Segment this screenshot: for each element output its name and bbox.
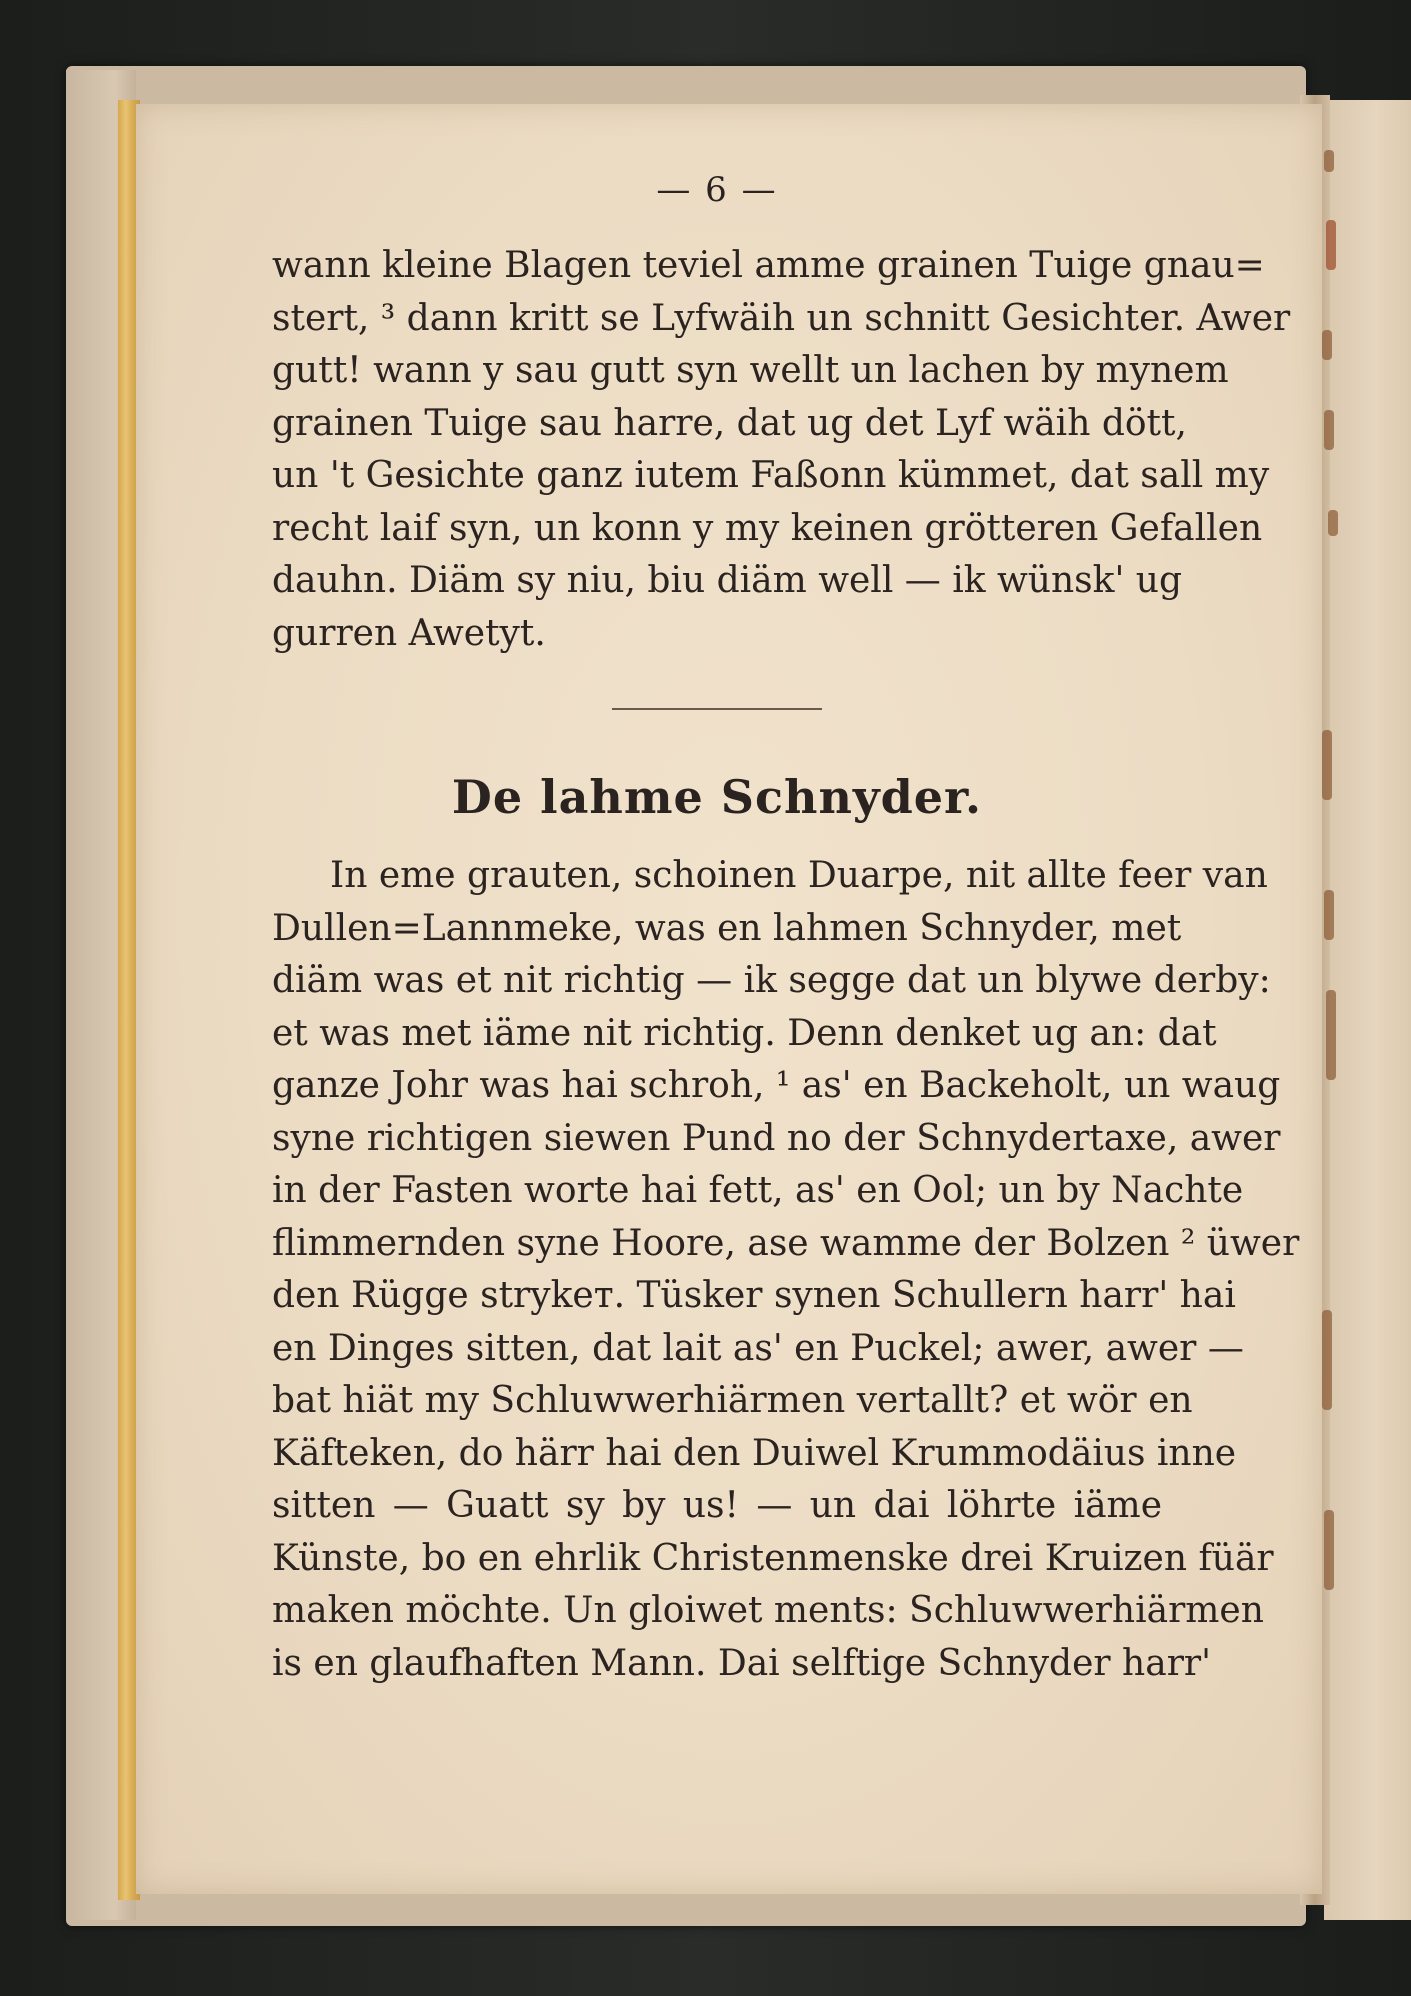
section-divider xyxy=(612,708,822,710)
text-line: syne richtigen siewen Pund no der Schnydertaxe, awer xyxy=(272,1117,1281,1159)
text-line: un 't Gesichte ganz iutem Faßonn kümmet, dat sall my xyxy=(272,455,1270,496)
text-line: is en glaufhaften Mann. Dai selftige Schnyder harr' xyxy=(272,1642,1212,1684)
text-line: bat hiät my Schluwwerhiärmen vertallt? et wör en xyxy=(272,1380,1193,1421)
text-line: wann kleine Blagen teviel amme grainen Tuige gnau= xyxy=(272,245,1265,286)
text-line: sitten — Guatt sy by us! — un dai löhrte iäme xyxy=(272,1485,1162,1526)
text-line: recht laif syn, un konn y my keinen grötteren Gefallen xyxy=(272,507,1263,549)
text-line: Käftеken, do härr hai den Duiwel Krummodäius inne xyxy=(272,1432,1237,1474)
text-line: gutt! wann y sau gutt syn wellt un lachen by mynem xyxy=(272,350,1229,391)
text-line: diäm was et nit richtig — ik segge dat un blywe derby: xyxy=(272,960,1271,1001)
page-number: — 6 — xyxy=(656,170,778,210)
text-line: maken möchte. Un gloiwet ments: Schluwwerhiärmen xyxy=(272,1590,1264,1631)
text-line: grainen Tuige sau harre, dat ug det Lyf wäih dött, xyxy=(272,402,1187,444)
text-line: stert, ³ dann kritt se Lyfwäih un schnitt Gesichter. Awer xyxy=(272,297,1291,339)
paragraph-intro xyxy=(272,240,1291,660)
text-line: in der Fasten worte hai fett, as' en Ool; un by Nachte xyxy=(272,1170,1244,1211)
text-line: flimmernden syne Hoore, ase wamme der Bolzen ² üwer xyxy=(272,1222,1300,1264)
text-line: gurren Awetyt. xyxy=(272,612,546,654)
text-line: et was met iäme nit richtig. Denn denket ug an: dat xyxy=(272,1012,1217,1054)
text-line: In eme grauten, schoinen Duarpe, nit allte feer van xyxy=(330,855,1268,896)
text-line: dauhn. Diäm sy niu, biu diäm well — ik wünsk' ug xyxy=(272,560,1183,601)
text-line: Künste, bo en ehrlik Christenmenske drei Kruizen füär xyxy=(272,1537,1274,1579)
text-line: den Rügge strykет. Tüsker synen Schullern harr' hai xyxy=(272,1275,1236,1316)
text-line: Dullen=Lannmeke, was en lahmen Schnyder, met xyxy=(272,907,1182,949)
page-text xyxy=(272,170,1300,1690)
text-line: en Dinges sitten, dat lait as' en Puckel; awer, awer — xyxy=(272,1327,1244,1369)
section-heading: De lahme Schnyder. xyxy=(451,770,983,824)
text-line: ganze Johr was hai schroh, ¹ as' en Backeholt, un waug xyxy=(272,1065,1281,1106)
paragraph-story xyxy=(272,850,1300,1690)
